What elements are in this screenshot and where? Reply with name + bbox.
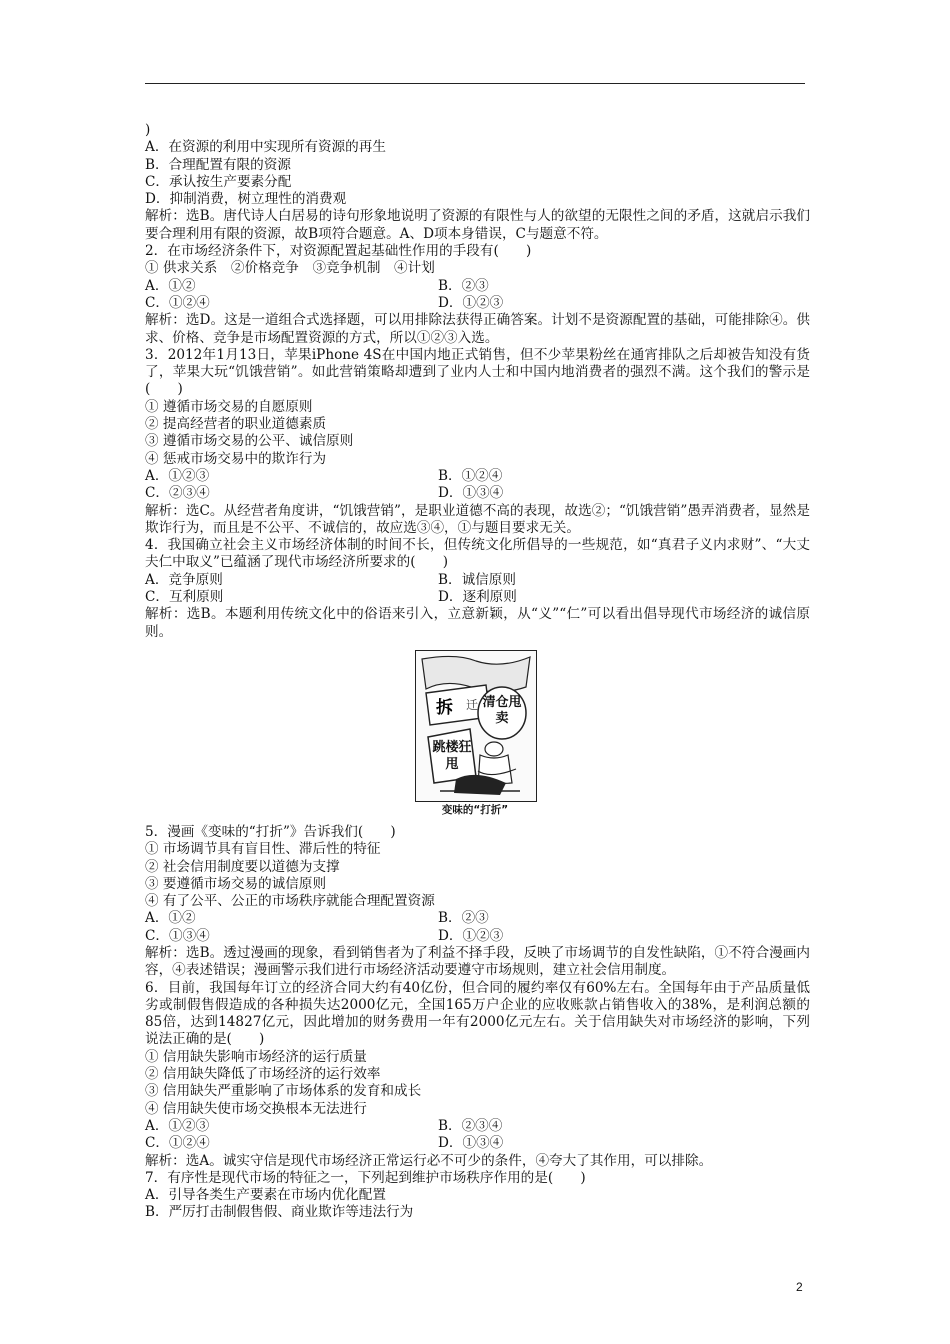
q5-option-c: C．①③④ xyxy=(145,927,210,944)
q6-option-a: A．①②③ xyxy=(145,1117,210,1134)
q1-option-d: D．抑制消费，树立理性的消费观 xyxy=(145,191,347,208)
q6-statement-4: ④ 信用缺失使市场交换根本无法进行 xyxy=(145,1100,367,1117)
q1-analysis: 解析：选B。唐代诗人白居易的诗句形象地说明了资源的有限性与人的欲望的无限性之间的矛盾，这就启示我们要合理利用有限的资源，故B项符合题意。A、D项本身错误，C与题意不符。 xyxy=(145,208,810,242)
q6-statement-3: ③ 信用缺失严重影响了市场体系的发育和成长 xyxy=(145,1083,422,1100)
cartoon-sign-demolish: 拆 xyxy=(436,697,453,718)
q4-option-b: B．诚信原则 xyxy=(438,571,516,588)
q4-options-row-1 xyxy=(145,572,810,589)
q5-statement-4: ④ 有了公平、公正的市场秩序就能合理配置资源 xyxy=(145,893,435,910)
q2-option-d: D．①②③ xyxy=(438,294,504,311)
cartoon-figure xyxy=(145,650,810,820)
q5-analysis: 解析：选B。透过漫画的现象，看到销售者为了利益不择手段，反映了市场调节的自发性缺陷，①不符合漫画内容，④表述错误；漫画警示我们进行市场经济活动要遵守市场规则，建立社会信用制度。 xyxy=(145,944,810,979)
q4-stem: 4．我国确立社会主义市场经济体制的时间不长，但传统文化所倡导的一些规范，如“真君子义内求财”、“大丈夫仁中取义”已蕴涵了现代市场经济所要求的( ) xyxy=(145,537,810,571)
q2-stem: 2．在市场经济条件下，对资源配置起基础性作用的手段有( ) xyxy=(145,243,532,260)
cartoon-sign-demolish-b: 迁 xyxy=(466,697,479,712)
q3-statement-4: ④ 惩戒市场交易中的欺诈行为 xyxy=(145,450,327,467)
header-rule xyxy=(145,83,805,84)
q4-option-c: C．互利原则 xyxy=(145,589,224,606)
q2-option-b: B．②③ xyxy=(438,277,489,294)
q3-option-d: D．①③④ xyxy=(438,485,504,502)
q4-analysis: 解析：选B。本题利用传统文化中的俗语来引入，立意新颖，从“义”“仁”可以看出倡导现代市场经济的诚信原则。 xyxy=(145,606,810,640)
q2-analysis: 解析：选D。这是一道组合式选择题，可以用排除法获得正确答案。计划不是资源配置的基础，可能排除④。供求、价格、竞争是市场配置资源的方式，所以①②③入选。 xyxy=(145,312,810,346)
q6-option-d: D．①③④ xyxy=(438,1135,504,1152)
cartoon-drawing xyxy=(416,651,536,801)
q4-option-d: D．逐利原则 xyxy=(438,589,517,606)
q6-analysis: 解析：选A。诚实守信是现代市场经济正常运行必不可少的条件，④夸大了其作用，可以排除。 xyxy=(145,1152,713,1169)
q6-options-row-2 xyxy=(145,1135,810,1152)
q3-option-a: A．①②③ xyxy=(145,467,210,484)
q1-option-c: C．承认按生产要素分配 xyxy=(145,173,292,190)
q6-option-b: B．②③④ xyxy=(438,1117,503,1134)
q2-items: ① 供求关系 ②价格竞争 ③竞争机制 ④计划 xyxy=(145,260,435,277)
q3-stem: 3．2012年1月13日，苹果iPhone 4S在中国内地正式销售，但不少苹果粉丝在通宵排队之后却被告知没有货了，苹果大玩“饥饿营销”。如此营销策略却遭到了业内人士和中国内地消费者的强烈不满。这个我们的警示是( ) xyxy=(145,346,810,398)
q7-stem: 7．有序性是现代市场的特征之一，下列起到维护市场秩序作用的是( ) xyxy=(145,1169,586,1186)
q6-statement-2: ② 信用缺失降低了市场经济的运行效率 xyxy=(145,1066,381,1083)
q3-option-b: B．①②④ xyxy=(438,467,503,484)
q5-options-row-1 xyxy=(145,910,810,927)
cartoon-image xyxy=(415,650,537,802)
cartoon-sign-crazy-sale: 跳楼狂甩 xyxy=(432,739,472,772)
q4-options-row-2 xyxy=(145,589,810,606)
q5-option-b: B．②③ xyxy=(438,910,489,927)
q1-stem-tail: ) xyxy=(145,122,151,138)
q2-options-row-1 xyxy=(145,278,810,295)
q5-stem: 5．漫画《变味的“打折”》告诉我们( ) xyxy=(145,823,396,840)
q3-statement-3: ③ 遵循市场交易的公平、诚信原则 xyxy=(145,433,354,450)
q6-statement-1: ① 信用缺失影响市场经济的运行质量 xyxy=(145,1048,367,1065)
q1-option-b: B．合理配置有限的资源 xyxy=(145,156,291,173)
q1-option-a: A．在资源的利用中实现所有资源的再生 xyxy=(145,139,386,156)
q5-statement-1: ① 市场调节具有盲目性、滞后性的特征 xyxy=(145,841,381,858)
q6-option-c: C．①②④ xyxy=(145,1135,210,1152)
q5-option-d: D．①②③ xyxy=(438,927,504,944)
q7-option-b: B．严厉打击制假售假、商业欺诈等违法行为 xyxy=(145,1204,414,1221)
question-content xyxy=(145,122,810,1222)
q3-statement-1: ① 遵循市场交易的自愿原则 xyxy=(145,398,313,415)
q6-options-row-1 xyxy=(145,1118,810,1135)
q5-options-row-2 xyxy=(145,928,810,945)
q5-statement-2: ② 社会信用制度要以道德为支撑 xyxy=(145,858,340,875)
q3-analysis: 解析：选C。从经营者角度讲，“饥饿营销”，是职业道德不高的表现，故选②；“饥饿营销”愚弄消费者，显然是欺诈行为，而且是不公平、不诚信的，故应选③④，①与题目要求无关。 xyxy=(145,502,810,536)
q6-stem: 6．目前，我国每年订立的经济合同大约有40亿份，但合同的履约率仅有60%左右。全国每年由于产品质量低劣或制假售假造成的各种损失达2000亿元，全国165万户企业的应收账款占销售收入的38%，是利润总额的85倍，达到14827亿元，因此增加的财务费用一年有2000亿元左右。关于信用缺失对市场经济的影响，下列说法正确的是( ) xyxy=(145,979,810,1048)
q4-option-a: A．竞争原则 xyxy=(145,571,223,588)
q5-option-a: A．①② xyxy=(145,910,196,927)
q2-option-c: C．①②④ xyxy=(145,294,210,311)
q3-statement-2: ② 提高经营者的职业道德素质 xyxy=(145,416,327,433)
q2-options-row-2 xyxy=(145,295,810,312)
page-number: 2 xyxy=(796,1280,803,1294)
q3-options-row-2 xyxy=(145,485,810,502)
q5-statement-3: ③ 要遵循市场交易的诚信原则 xyxy=(145,875,327,892)
cartoon-caption: 变味的“打折” xyxy=(441,803,509,816)
q2-option-a: A．①② xyxy=(145,277,196,294)
cartoon-sign-clearance: 清仓甩卖 xyxy=(482,694,522,726)
q3-option-c: C．②③④ xyxy=(145,485,210,502)
q7-option-a: A．引导各类生产要素在市场内优化配置 xyxy=(145,1187,386,1204)
q3-options-row-1 xyxy=(145,468,810,485)
